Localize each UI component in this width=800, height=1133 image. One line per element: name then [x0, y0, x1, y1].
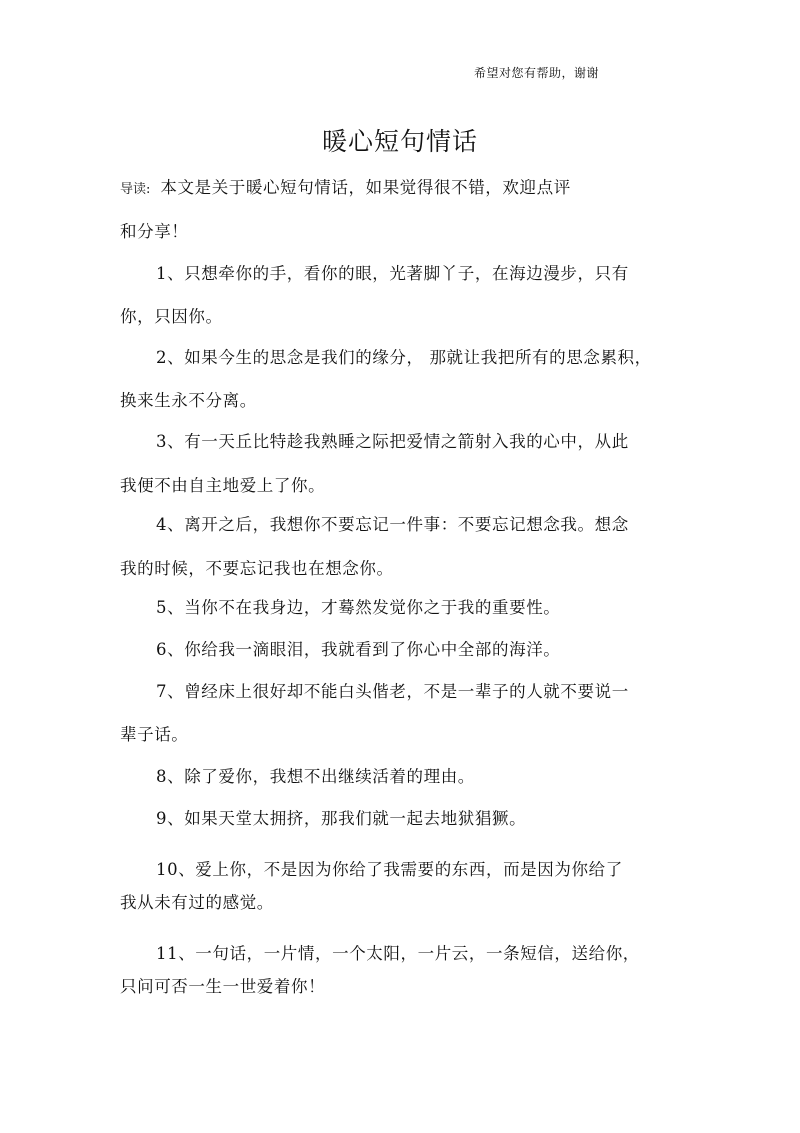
- document-title: 暖心短句情话: [321, 127, 478, 156]
- list-item-line-2: 你，只因你。: [120, 307, 223, 326]
- list-item-line-2: 我从未有过的感觉。: [120, 893, 274, 912]
- list-item-line-1: 10、爱上你，不是因为你给了我需要的东西，而是因为你给了: [156, 860, 623, 879]
- list-item-line-1: 7、曾经床上很好却不能白头偕老，不是一辈子的人就不要说一: [156, 682, 629, 701]
- list-item-line-1: 3、有一天丘比特趁我熟睡之际把爱情之箭射入我的心中，从此: [156, 432, 629, 451]
- list-item-line-1: 2、如果今生的思念是我们的缘分， 那就让我把所有的思念累积，: [156, 348, 652, 367]
- list-item-line-1: 9、如果天堂太拥挤，那我们就一起去地狱猖獗。: [156, 809, 527, 828]
- list-item-line-1: 8、除了爱你，我想不出继续活着的理由。: [156, 767, 475, 786]
- list-item-line-2: 辈子话。: [120, 725, 189, 744]
- list-item-line-2: 换来生永不分离。: [120, 391, 257, 410]
- list-item-line-1: 1、只想牵你的手，看你的眼，光著脚丫子，在海边漫步，只有: [156, 264, 629, 283]
- list-item-line-2: 只问可否一生一世爱着你！: [120, 977, 326, 996]
- header-note: 希望对您有帮助，谢谢: [474, 66, 600, 80]
- intro-text: 本文是关于暖心短句情话，如果觉得很不错，欢迎点评: [160, 178, 571, 197]
- list-item-line-1: 6、你给我一滴眼泪，我就看到了你心中全部的海洋。: [156, 640, 561, 659]
- intro-line-1: [120, 174, 571, 198]
- list-item-line-2: 我便不由自主地爱上了你。: [120, 476, 326, 495]
- intro-label: 导读:: [120, 182, 151, 197]
- list-item-line-1: 11、一句话，一片情，一个太阳，一片云，一条短信，送给你，: [156, 944, 640, 963]
- list-item-line-1: 4、离开之后，我想你不要忘记一件事：不要忘记想念我。想念: [156, 515, 629, 534]
- list-item-line-1: 5、当你不在我身边，才蓦然发觉你之于我的重要性。: [156, 598, 561, 617]
- list-item-line-2: 我的时候，不要忘记我也在想念你。: [120, 559, 394, 578]
- intro-line-2: 和分享！: [120, 222, 189, 241]
